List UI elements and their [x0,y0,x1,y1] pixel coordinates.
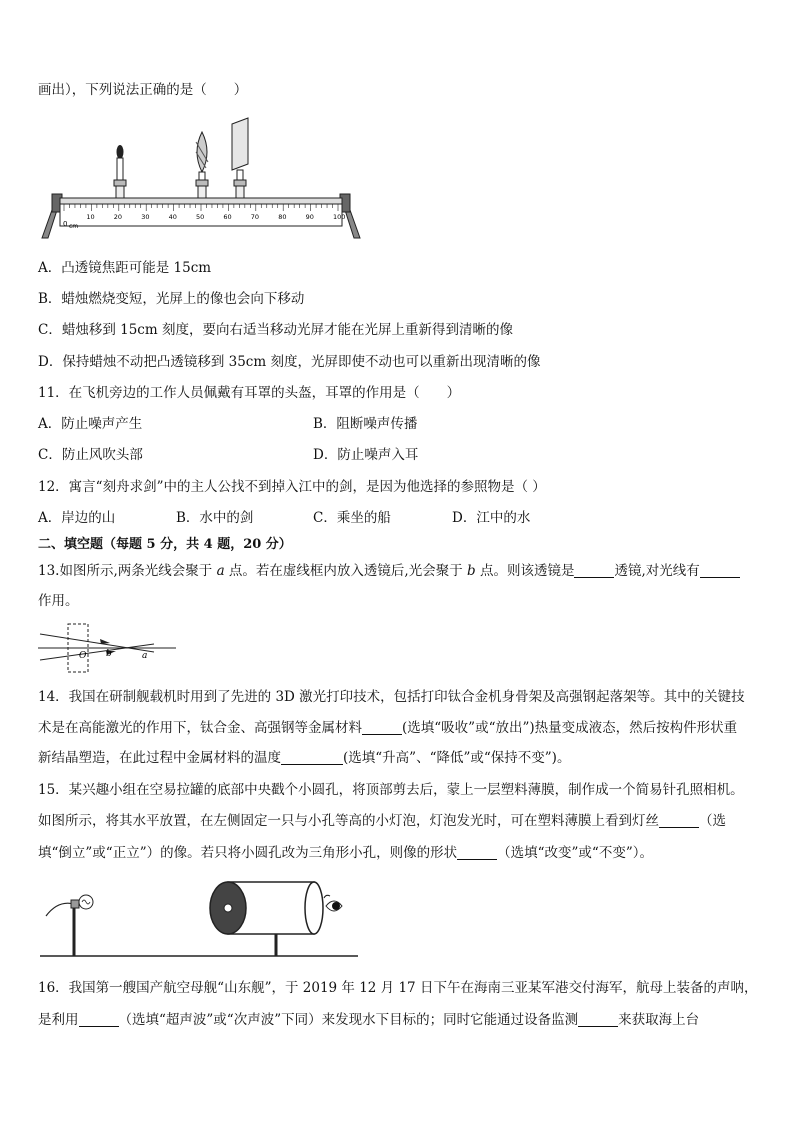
ruler-tick-label: 90 [305,213,314,221]
q15-line2: 如图所示，将其水平放置，在左侧固定一只与小孔等高的小灯泡，灯泡发光时，可在塑料薄膜上看到灯丝 （选 [38,813,726,829]
q10-stem-tail: 画出），下列说法正确的是（ ） [38,82,248,98]
q12-stem: 12．寓言“刻舟求剑”中的主人公找不到掉入江中的剑，是因为他选择的参照物是（ ） [38,479,546,495]
ruler-zero-label: 0 [63,220,68,228]
q15-blank-2[interactable] [457,845,497,860]
q15-line3: 填“倒立”或“正立”）的像。若只将小圆孔改为三角形小孔，则像的形状 （选填“改变”或“不变”）。 [38,845,653,861]
q11-option-a: A．防止噪声产生 [38,416,143,432]
eye-icon [324,895,342,911]
q13-blank-2[interactable] [700,563,740,578]
q12-option-c: C．乘坐的船 [313,510,391,526]
ruler-tick-label: 70 [250,213,260,221]
q12-option-d: D．江中的水 [452,510,531,526]
bench-left-leg [42,210,57,238]
q10-option-d: D．保持蜡烛不动把凸透镜移到 35cm 刻度，光屏即使不动也可以重新出现清晰的像 [38,354,541,370]
q11-option-b: B．阻断噪声传播 [313,416,418,432]
ruler-tick-label: 60 [223,213,232,221]
q11-stem: 11．在飞机旁边的工作人员佩戴有耳罩的头盔，耳罩的作用是（ ） [38,385,461,401]
can [210,882,323,956]
ruler-tick-label: 80 [278,213,287,221]
pinhole-camera-figure [38,876,378,962]
ray-upper [40,634,154,652]
q16-blank-2[interactable] [578,1012,618,1027]
ruler-tick-label: 10 [86,213,95,221]
convex-lens [196,132,208,198]
q14-blank-1[interactable] [362,720,402,735]
q11-option-d: D．防止噪声入耳 [313,447,419,463]
ruler-tick-label: 40 [168,213,177,221]
q10-option-c: C．蜡烛移到 15cm 刻度，要向右适当移动光屏才能在光屏上重新得到清晰的像 [38,322,513,338]
q16-line2: 是利用 （选填“超声波”或“次声波”下同）来发现水下目标的；同时它能通过设备监测 来获取海上台 [38,1012,700,1028]
ruler-tick-label: 100 [333,213,346,221]
q10-option-a: A．凸透镜焦距可能是 15cm [38,260,212,276]
label-b: b [106,649,112,659]
q16-line1: 16．我国第一艘国产航空母舰“山东舰”，于 2019 年 12 月 17 日下午在海南三亚某军港交付海军，航母上装备的声呐， [38,980,758,996]
q13-line1: 13.如图所示,两条光线会聚于 a 点。若在虚线框内放入透镜后,光会聚于 b 点。则该透镜是 透镜,对光线有 [38,561,740,581]
converging-rays-figure [36,620,186,676]
label-o: O [79,651,87,661]
bench-right-leg [345,210,360,238]
q12-option-a: A．岸边的山 [38,510,116,526]
q15-line1: 15．某兴趣小组在空易拉罐的底部中央戳个小圆孔，将顶部剪去后，蒙上一层塑料薄膜，制作成一个简易针孔照相机。 [38,782,744,798]
q13-blank-1[interactable] [574,563,614,578]
q11-option-c: C．防止风吹头部 [38,447,143,463]
ruler-tick-label: 20 [113,213,123,221]
ruler-tick-label: 30 [141,213,150,221]
ray-lower [40,644,154,660]
q15-blank-1[interactable] [659,813,699,828]
q10-option-b: B．蜡烛燃烧变短，光屏上的像也会向下移动 [38,291,305,307]
section-fill-blank-title: 二、填空题（每题 5 分，共 4 题，20 分） [38,537,292,552]
q16-blank-1[interactable] [79,1012,119,1027]
candle [114,145,126,198]
optical-bench-figure [36,112,366,244]
pinhole-icon [224,904,232,912]
lamp [46,895,93,956]
q14-line2: 术是在高能激光的作用下，钛合金、高强钢等金属材料 (选填“吸收”或“放出”)热量变成液态，然后按构件形状重 [38,720,738,736]
q13-line2: 作用。 [38,593,79,609]
q14-line3: 新结晶塑造，在此过程中金属材料的温度 (选填“升高”、“降低”或“保持不变”)。 [38,750,571,766]
label-a: a [142,651,148,661]
q12-option-b: B．水中的剑 [176,510,254,526]
bench-rail-top [60,198,342,204]
q14-line1: 14．我国在研制舰载机时用到了先进的 3D 激光打印技术，包括打印钛合金机身骨架及高强钢起落架等。其中的关键技 [38,689,745,705]
ruler-tick-label: 50 [196,213,205,221]
ruler-unit-label: cm [69,223,79,230]
light-screen [232,118,248,198]
q14-blank-2[interactable] [281,750,343,765]
